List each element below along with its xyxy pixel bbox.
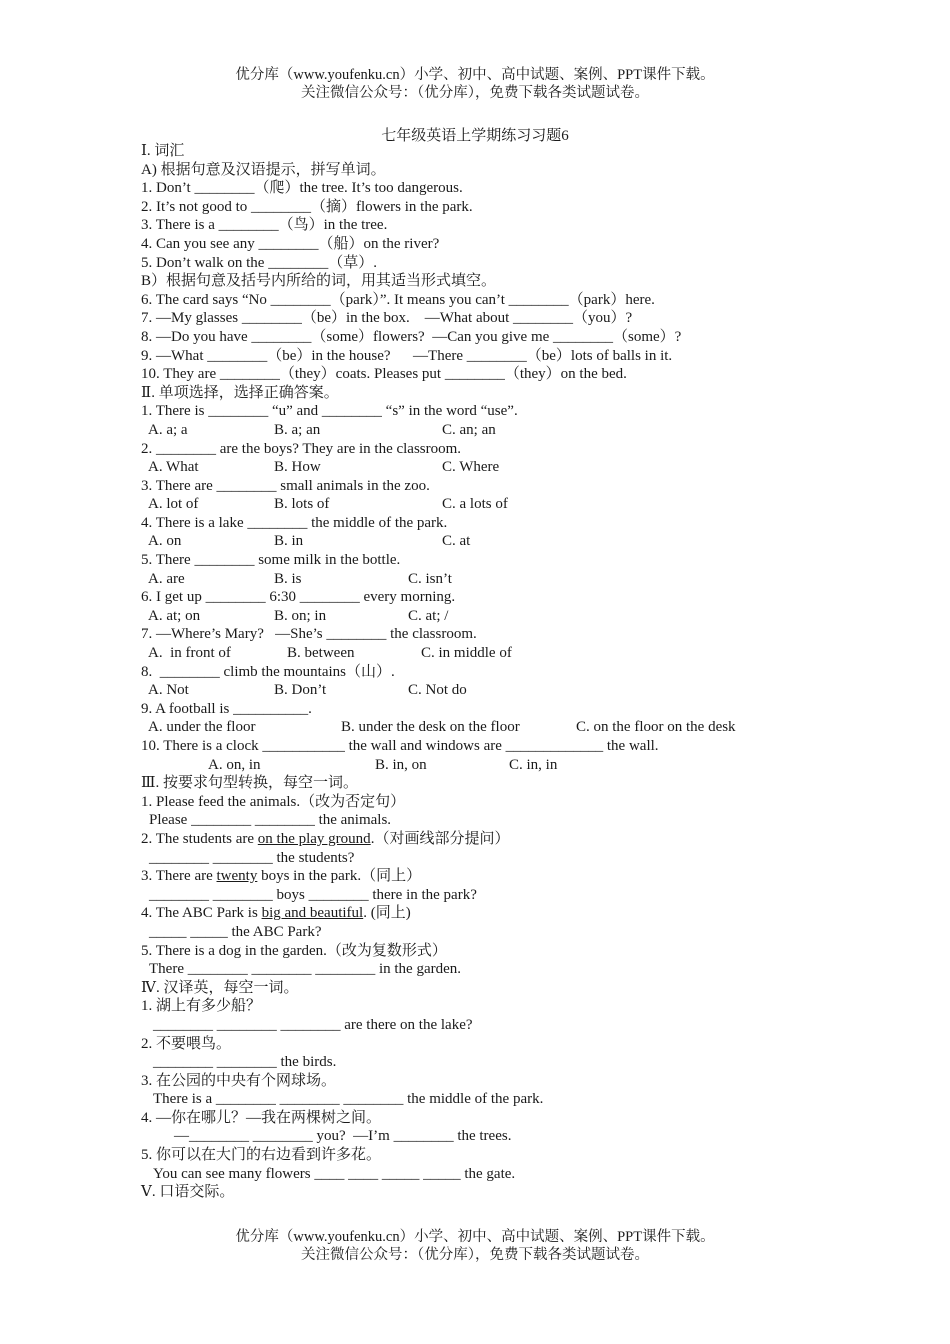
- option-b: B. in: [274, 533, 304, 550]
- option-b: B. lots of: [274, 496, 330, 513]
- option-a: A. Not: [148, 682, 189, 699]
- answer-line: _____ _____ the ABC Park?: [149, 923, 322, 940]
- question-stem: 7. —Where’s Mary? —She’s ________ the classroom.: [141, 626, 477, 643]
- option-a: A. in front of: [148, 645, 231, 662]
- question-stem: 6. I get up ________ 6:30 ________ every morning.: [141, 589, 456, 606]
- question-stem: 8. ________ climb the mountains（山）.: [141, 663, 395, 680]
- options-row: [141, 570, 921, 589]
- option-c: C. isn’t: [408, 570, 452, 587]
- question: 5. Don’t walk on the ________（草）.: [141, 254, 377, 271]
- option-a: A. on, in: [208, 756, 261, 773]
- header-line-1: 优分库（www.youfenku.cn）小学、初中、高中试题、案例、PPT课件下载。: [235, 67, 715, 83]
- option-b: B. between: [287, 645, 355, 662]
- question: 3. 在公园的中央有个网球场。: [141, 1072, 337, 1089]
- footer-line-2: 关注微信公众号：（优分库），免费下载各类试题试卷。: [301, 1247, 649, 1263]
- question-stem: 9. A football is __________.: [141, 700, 312, 717]
- options-row: [141, 756, 921, 775]
- question-text: boys in the park.（同上）: [257, 868, 422, 885]
- question: 1. 湖上有多少船？: [141, 998, 262, 1015]
- header-line-2: 关注微信公众号：（优分库），免费下载各类试题试卷。: [301, 85, 649, 101]
- instruction: A) 根据句意及汉语提示，拼写单词。: [141, 161, 386, 178]
- section-heading: Ⅱ. 单项选择，选择正确答案。: [141, 384, 339, 401]
- answer-line: —________ ________ you? —I’m ________ the trees.: [174, 1128, 512, 1145]
- question-text: 2. The students are: [141, 830, 258, 847]
- question: 5. 你可以在大门的右边看到许多花。: [141, 1147, 382, 1164]
- question: 8. —Do you have ________（some）flowers? —Can you give me ________（some）?: [141, 328, 682, 345]
- option-a: A. lot of: [148, 496, 199, 513]
- options-row: [141, 495, 921, 514]
- question: 1. Don’t ________（爬）the tree. It’s too dangerous.: [141, 180, 463, 197]
- answer-line: You can see many flowers ____ ____ _____ _____ the gate.: [153, 1165, 516, 1182]
- option-b: B. on; in: [274, 607, 327, 624]
- answer-line: There ________ ________ ________ in the garden.: [149, 961, 462, 978]
- instruction: B）根据句意及括号内所给的词，用其适当形式填空。: [141, 273, 497, 290]
- question-text: 3. There are: [141, 868, 217, 885]
- question-stem: 3. There are ________ small animals in the zoo.: [141, 477, 430, 494]
- question: 5. There is a dog in the garden.（改为复数形式）: [141, 942, 447, 959]
- section-heading: Ⅳ. 汉译英，每空一词。: [141, 979, 299, 996]
- question-text: . (同上): [363, 905, 411, 922]
- question: [141, 904, 921, 923]
- option-c: C. a lots of: [442, 496, 508, 513]
- option-b: B. a; an: [274, 421, 321, 438]
- option-c: C. at: [442, 533, 471, 550]
- question: 9. —What ________（be）in the house? —There ________（be）lots of balls in it.: [141, 347, 673, 364]
- section-heading: Ⅰ. 词汇: [141, 143, 185, 159]
- option-b: B. in, on: [375, 756, 427, 773]
- answer-line: Please ________ ________ the animals.: [149, 812, 392, 829]
- option-c: C. in middle of: [421, 645, 512, 662]
- option-c: C. in, in: [509, 756, 558, 773]
- question: [141, 867, 921, 886]
- question-stem: 10. There is a clock ___________ the wall and windows are _____________ the wall.: [141, 738, 659, 754]
- section-heading: Ⅴ. 口语交际。: [141, 1184, 235, 1201]
- underlined-part: on the play ground: [257, 830, 371, 847]
- question: 2. 不要喂鸟。: [141, 1035, 232, 1052]
- answer-line: There is a ________ ________ ________ the middle of the park.: [153, 1091, 544, 1108]
- option-c: C. at; /: [408, 607, 449, 624]
- option-b: B. under the desk on the floor: [341, 719, 520, 736]
- question: 6. The card says “No ________（park）”. It means you can’t ________（park）here.: [141, 291, 655, 308]
- question: 7. —My glasses ________（be）in the box. —What about ________（you）?: [141, 310, 633, 327]
- page-footer: [0, 1228, 950, 1264]
- answer-line: ________ ________ the birds.: [153, 1054, 337, 1071]
- option-a: A. a; a: [148, 421, 188, 438]
- options-row: [141, 681, 921, 700]
- option-a: A. on: [148, 533, 182, 550]
- page-title: 七年级英语上学期练习习题6: [381, 128, 569, 144]
- option-c: C. Not do: [408, 682, 467, 699]
- option-c: C. on the floor on the desk: [576, 719, 736, 736]
- option-a: A. What: [148, 459, 199, 476]
- option-c: C. Where: [442, 459, 500, 476]
- question: 1. Please feed the animals.（改为否定句）: [141, 793, 406, 810]
- question: 2. It’s not good to ________（摘）flowers in the park.: [141, 198, 473, 215]
- question: 4. Can you see any ________（船）on the river?: [141, 235, 440, 252]
- option-a: A. are: [148, 570, 185, 587]
- question: 10. They are ________（they）coats. Pleases put ________（they）on the bed.: [141, 366, 627, 383]
- question-stem: 1. There is ________ “u” and ________ “s” in the word “use”.: [141, 403, 518, 420]
- question: [141, 830, 921, 849]
- options-row: [141, 421, 921, 440]
- question-text: .（对画线部分提问）: [370, 830, 510, 847]
- footer-line-1: 优分库（www.youfenku.cn）小学、初中、高中试题、案例、PPT课件下载。: [235, 1229, 715, 1245]
- question-stem: 4. There is a lake ________ the middle of the park.: [141, 514, 448, 531]
- page-header: [0, 66, 950, 102]
- option-b: B. Don’t: [274, 682, 327, 699]
- options-row: [141, 532, 921, 551]
- option-a: A. at; on: [148, 607, 201, 624]
- options-row: [141, 607, 921, 626]
- worksheet-body: [141, 142, 921, 1202]
- section-heading: Ⅲ. 按要求句型转换，每空一词。: [141, 775, 358, 792]
- question-stem: 2. ________ are the boys? They are in the classroom.: [141, 440, 462, 457]
- answer-line: ________ ________ ________ are there on the lake?: [153, 1016, 473, 1033]
- option-a: A. under the floor: [148, 719, 256, 736]
- answer-line: ________ ________ the students?: [149, 849, 355, 866]
- question: 3. There is a ________（鸟）in the tree.: [141, 217, 388, 234]
- options-row: [141, 458, 921, 477]
- question-stem: 5. There ________ some milk in the bottle.: [141, 552, 401, 569]
- options-row: [141, 718, 921, 737]
- underlined-part: twenty: [216, 868, 258, 885]
- options-row: [141, 644, 921, 663]
- option-b: B. is: [274, 570, 302, 587]
- answer-line: ________ ________ boys ________ there in the park?: [149, 886, 477, 903]
- underlined-part: big and beautiful: [261, 905, 364, 922]
- question-text: 4. The ABC Park is: [141, 905, 262, 922]
- option-b: B. How: [274, 459, 321, 476]
- question: 4. —你在哪儿？—我在两棵树之间。: [141, 1109, 382, 1126]
- option-c: C. an; an: [442, 421, 496, 438]
